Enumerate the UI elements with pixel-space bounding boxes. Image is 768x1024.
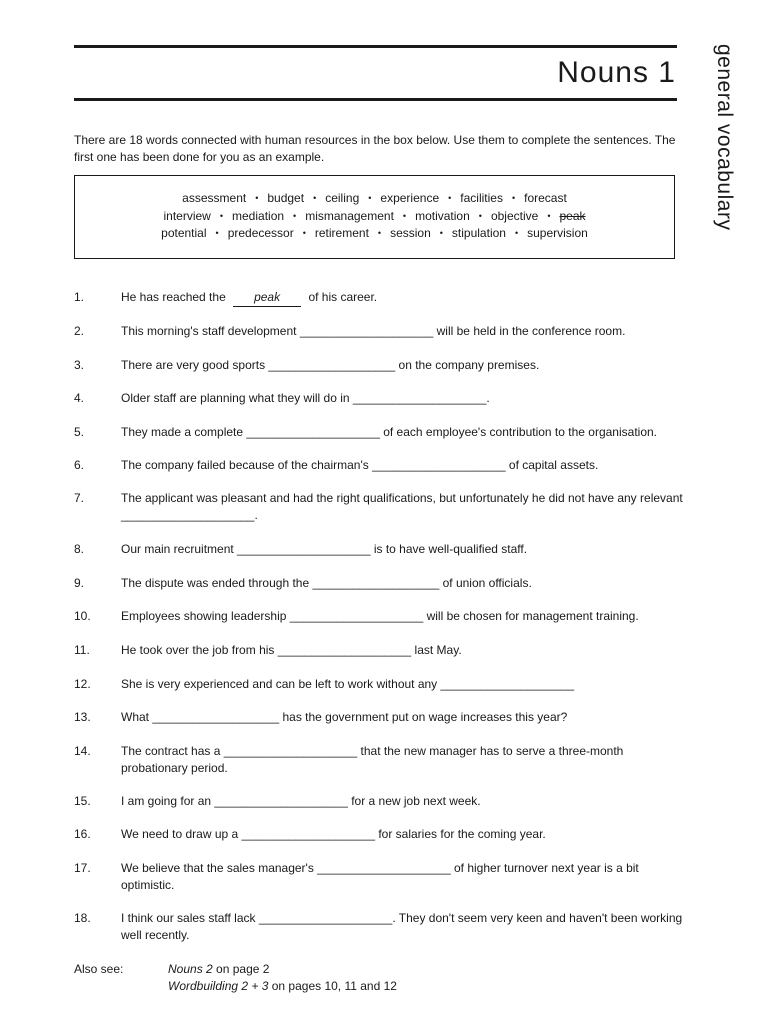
question-text: The dispute was ended through the ___________________ of union officials. <box>121 576 532 590</box>
word-option: peak <box>559 208 586 223</box>
question-text: This morning's staff development ____________________ will be held in the conference room. <box>121 324 626 338</box>
question-number: 13. <box>74 710 91 724</box>
question-text: The contract has a ____________________ that the new manager has to serve a three-month probationary period. <box>121 744 624 775</box>
example-answer: peak <box>233 289 301 307</box>
question-number: 1. <box>74 290 85 304</box>
word-option: mismanagement <box>305 208 394 223</box>
bullet-separator: • <box>215 228 219 238</box>
word-option: supervision <box>527 226 588 240</box>
question-item <box>74 676 684 693</box>
also-see <box>74 961 397 995</box>
question-item <box>74 642 684 659</box>
question-text: Older staff are planning what they will do in ____________________. <box>121 391 490 405</box>
question-number: 8. <box>74 542 85 556</box>
question-number: 18. <box>74 911 91 925</box>
bullet-separator: • <box>255 193 259 203</box>
question-item <box>74 390 684 407</box>
word-line-2 <box>75 208 674 226</box>
question-number: 5. <box>74 425 85 439</box>
question-item <box>74 826 684 843</box>
ref-2-pages: on pages 10, 11 and 12 <box>268 979 397 993</box>
word-box <box>74 175 675 259</box>
question-item <box>74 541 684 558</box>
question-number: 3. <box>74 358 85 372</box>
question-number: 17. <box>74 861 91 875</box>
word-option: predecessor <box>227 226 294 240</box>
question-number: 2. <box>74 324 85 338</box>
question-number: 4. <box>74 391 85 405</box>
question-item <box>74 910 684 944</box>
question-text: There are very good sports ___________________ on the company premises. <box>121 358 540 372</box>
word-option: forecast <box>524 191 567 205</box>
ref-1-title: Nouns 2 <box>168 962 213 976</box>
question-number: 11. <box>74 643 90 657</box>
bullet-separator: • <box>219 210 224 221</box>
question-text: Our main recruitment ____________________ is to have well-qualified staff. <box>121 542 528 556</box>
header-bottom-rule <box>74 98 677 101</box>
question-text: We believe that the sales manager's ____________________ of higher turnover next year is a bit optimistic. <box>121 861 639 892</box>
question-item <box>74 424 684 441</box>
question-item <box>74 289 684 307</box>
word-option: assessment <box>182 191 247 205</box>
word-option: retirement <box>314 226 369 240</box>
question-number: 12. <box>74 677 91 691</box>
bullet-separator: • <box>402 210 407 221</box>
question-text: What ___________________ has the government put on wage increases this year? <box>121 710 568 724</box>
question-text: They made a complete ____________________ of each employee's contribution to the organisation. <box>121 425 658 439</box>
question-item <box>74 860 684 894</box>
question-text: Employees showing leadership ____________________ will be chosen for management training. <box>121 609 639 623</box>
question-text-after: of his career. <box>308 290 378 304</box>
word-option: experience <box>380 191 440 205</box>
question-number: 6. <box>74 458 85 472</box>
question-item <box>74 608 684 625</box>
word-option: potential <box>161 226 207 240</box>
word-option: interview <box>163 208 211 223</box>
bullet-separator: • <box>514 228 519 238</box>
page-title: Nouns 1 <box>557 56 676 89</box>
question-text: I think our sales staff lack ____________________. They don't seem very keen and haven't been working well recently. <box>121 911 683 942</box>
question-text: She is very experienced and can be left to work without any ____________________ <box>121 677 574 691</box>
ref-2-title: Wordbuilding 2 + 3 <box>168 979 269 993</box>
question-number: 10. <box>74 609 91 623</box>
bullet-separator: • <box>478 210 482 221</box>
bullet-separator: • <box>448 193 452 203</box>
word-option: objective <box>490 208 539 223</box>
question-item <box>74 709 684 726</box>
header-top-rule <box>74 45 677 48</box>
also-see-label: Also see: <box>74 962 124 976</box>
question-text: I am going for an ____________________ for a new job next week. <box>121 794 481 808</box>
question-text: We need to draw up a ____________________ for salaries for the coming year. <box>121 827 546 841</box>
bullet-separator: • <box>302 228 306 238</box>
question-item <box>74 457 684 474</box>
question-text <box>121 289 684 307</box>
bullet-separator: • <box>547 210 551 221</box>
question-item <box>74 575 684 592</box>
word-option: session <box>390 226 431 240</box>
question-item <box>74 323 684 340</box>
word-line-3 <box>75 225 674 243</box>
bullet-separator: • <box>511 193 516 203</box>
word-option: stipulation <box>451 226 506 240</box>
bullet-separator: • <box>313 193 317 203</box>
word-option: budget <box>267 191 305 205</box>
word-option: facilities <box>460 191 503 205</box>
also-see-ref-1 <box>168 961 397 978</box>
side-section-label: general vocabulary <box>713 44 736 231</box>
question-item <box>74 357 684 374</box>
question-number: 9. <box>74 576 85 590</box>
question-text: The applicant was pleasant and had the right qualifications, but unfortunately he did not have any relevant ____________________. <box>121 491 683 522</box>
question-number: 15. <box>74 794 91 808</box>
bullet-separator: • <box>293 210 297 221</box>
question-text: The company failed because of the chairman's ____________________ of capital assets. <box>121 458 599 472</box>
question-item <box>74 743 684 777</box>
question-text: He took over the job from his ____________________ last May. <box>121 643 462 657</box>
question-number: 16. <box>74 827 91 841</box>
bullet-separator: • <box>368 193 372 203</box>
question-number: 7. <box>74 491 85 505</box>
question-number: 14. <box>74 744 91 758</box>
bullet-separator: • <box>377 228 382 238</box>
word-line-1 <box>75 190 674 208</box>
word-option: ceiling <box>325 191 360 205</box>
also-see-ref-2 <box>168 978 397 995</box>
instructions: There are 18 words connected with human resources in the box below. Use them to complete the sentences. The first one has been done for you as an example. <box>74 133 676 164</box>
ref-1-pages: on page 2 <box>212 962 270 976</box>
word-option: motivation <box>415 208 470 223</box>
bullet-separator: • <box>439 228 443 238</box>
question-item <box>74 490 684 524</box>
question-text-before: He has reached the <box>121 290 226 304</box>
question-item <box>74 793 684 810</box>
word-option: mediation <box>232 208 285 223</box>
